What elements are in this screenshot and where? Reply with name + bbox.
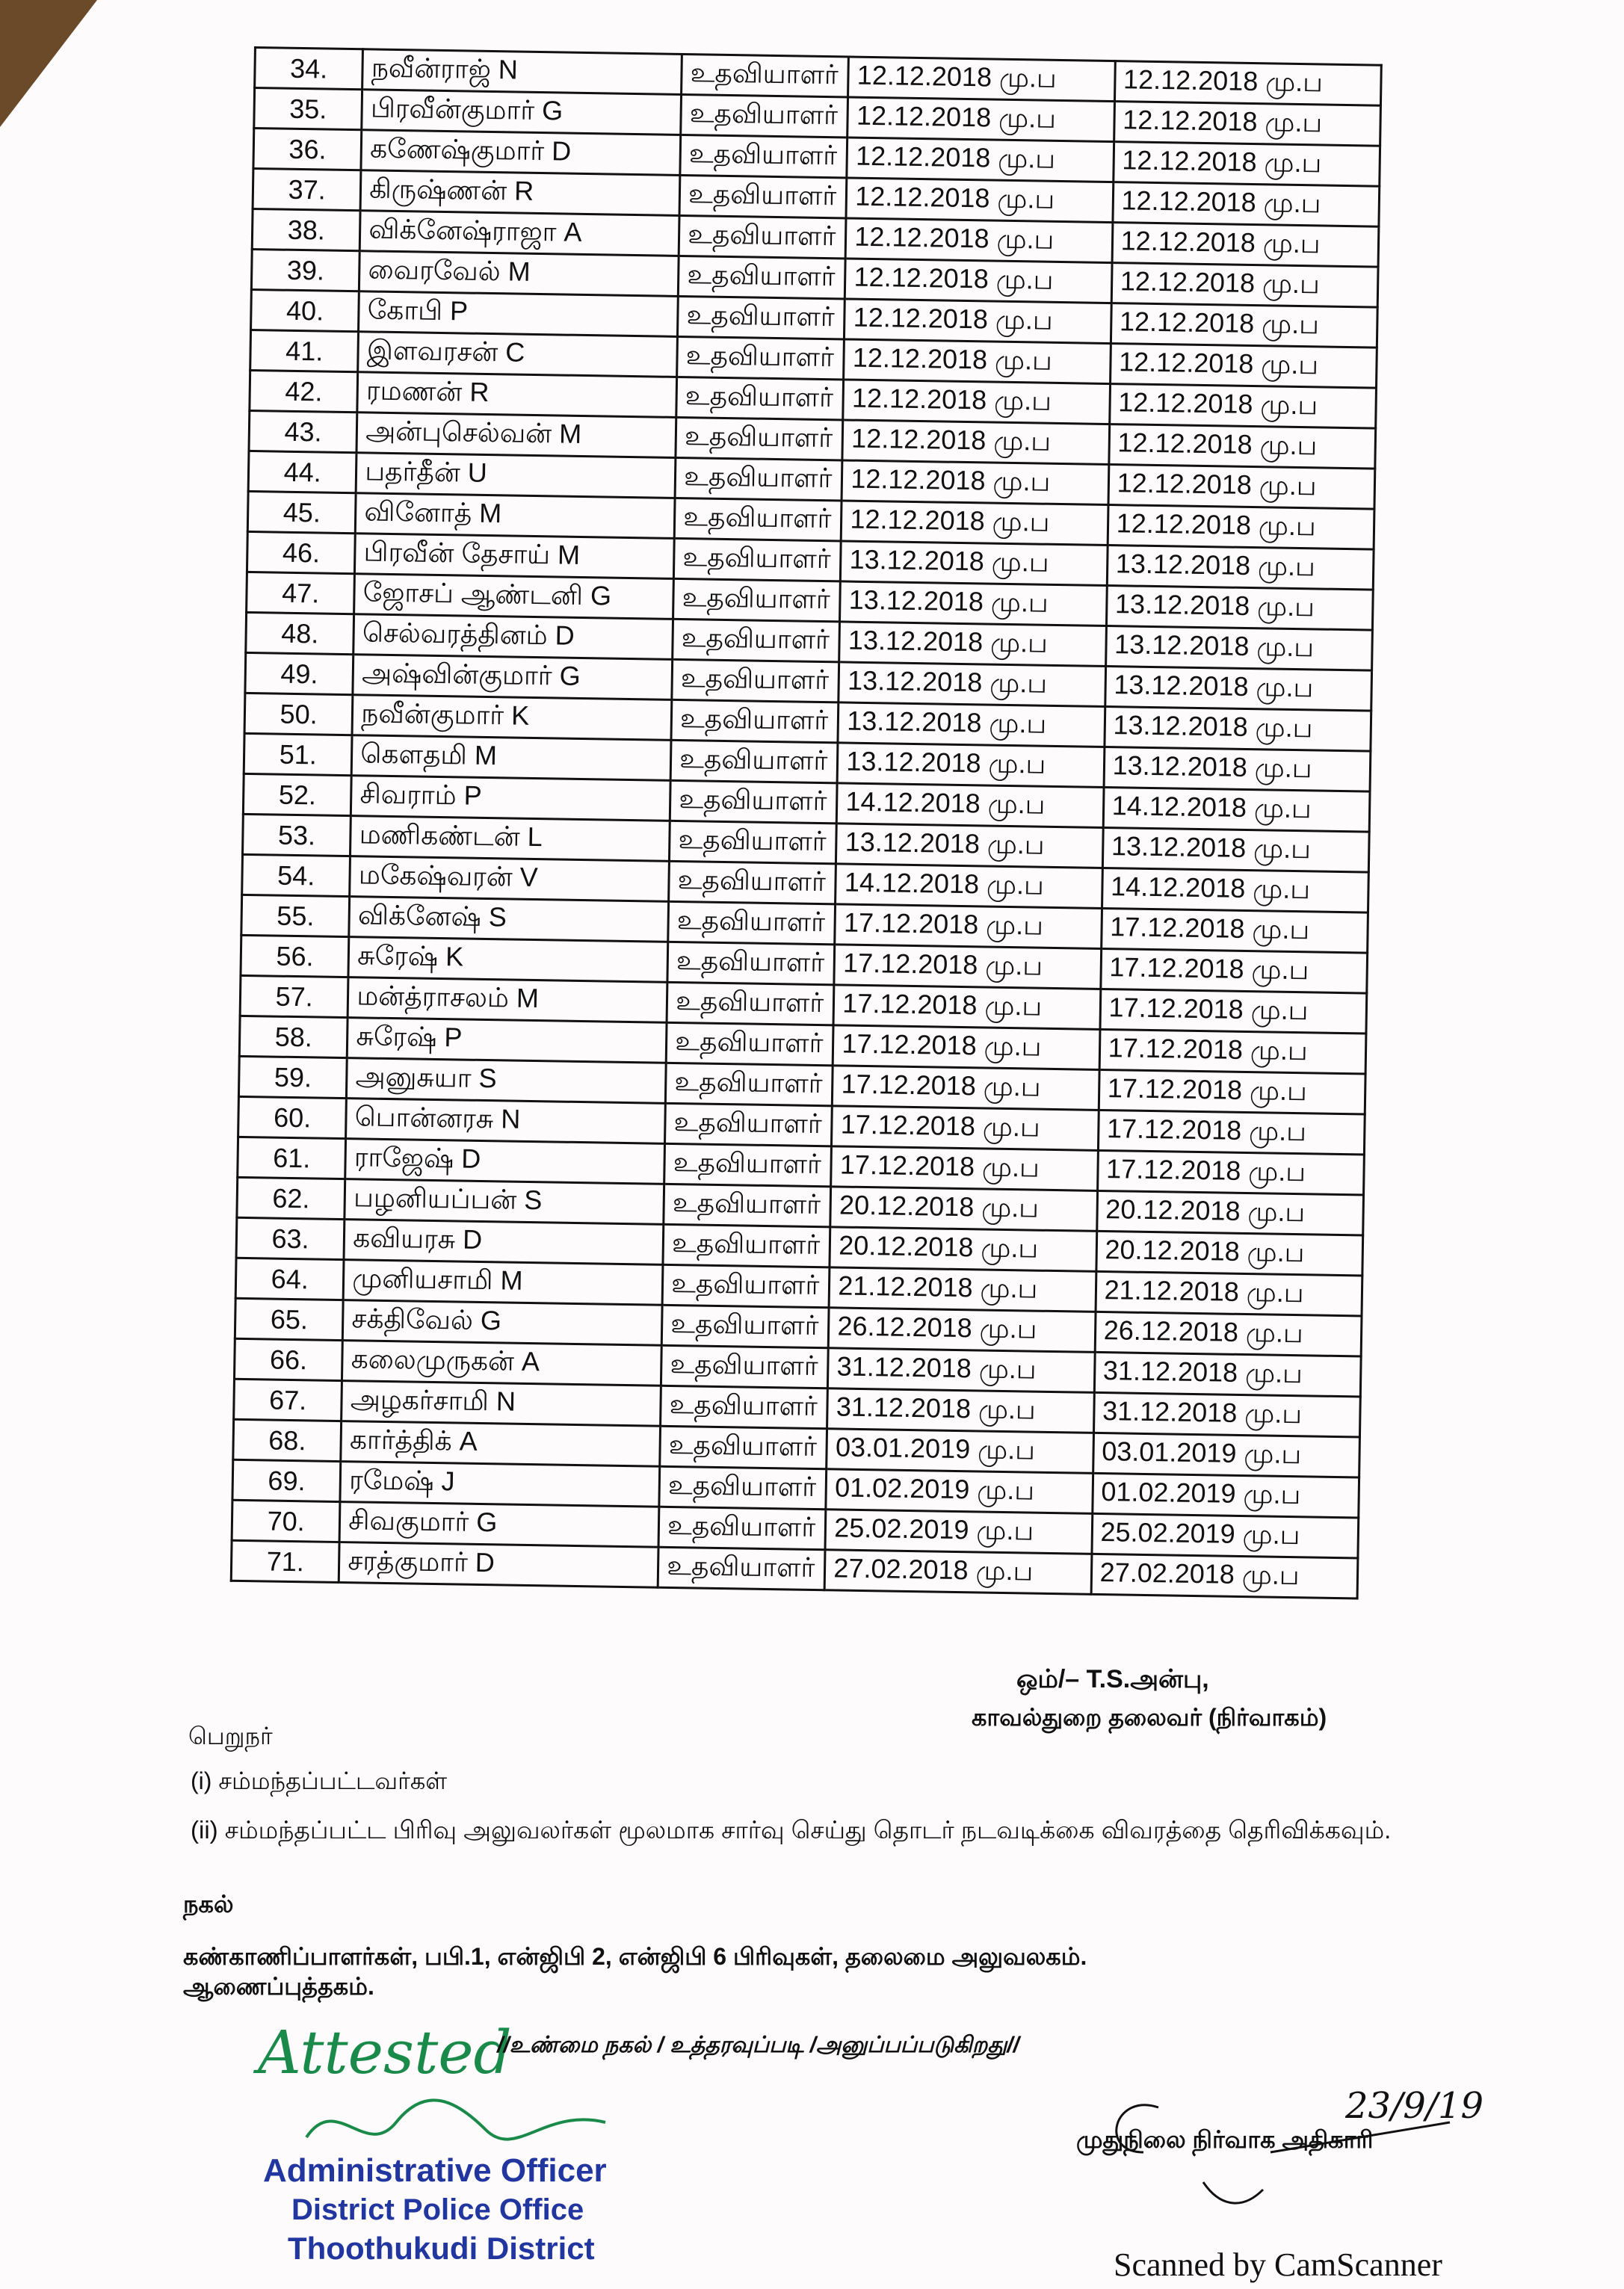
employee-name: கௌதமி M xyxy=(352,735,672,781)
joining-date: 17.12.2018 மு.ப xyxy=(833,1066,1099,1110)
employee-name: மன்த்ராசலம் M xyxy=(348,977,667,1023)
designation: உதவியாளர் xyxy=(659,1466,827,1509)
joining-date: 12.12.2018 மு.ப xyxy=(845,259,1112,303)
relieving-date: 03.01.2019 மு.ப xyxy=(1093,1433,1359,1477)
joining-date: 31.12.2018 மு.ப xyxy=(828,1348,1095,1393)
designation: உதவியாளர் xyxy=(675,457,842,500)
staff-table xyxy=(230,46,1383,1599)
employee-name: சுரேஷ் P xyxy=(348,1018,667,1063)
row-number: 48. xyxy=(246,612,354,654)
joining-date: 21.12.2018 மு.ப xyxy=(829,1267,1096,1312)
relieving-date: 20.12.2018 மு.ப xyxy=(1096,1190,1363,1235)
designation: உதவியாளர் xyxy=(658,1547,825,1590)
relieving-date: 13.12.2018 மு.ப xyxy=(1105,666,1371,711)
joining-date: 12.12.2018 மு.ப xyxy=(842,420,1109,465)
row-number: 50. xyxy=(244,693,353,735)
stamp-line: District Police Office xyxy=(291,2193,584,2226)
relieving-date: 12.12.2018 மு.ப xyxy=(1111,303,1377,348)
designation: உதவியாளர் xyxy=(669,861,836,903)
employee-name: சக்திவேல் G xyxy=(343,1300,663,1346)
joining-date: 17.12.2018 மு.ப xyxy=(834,945,1101,989)
designation: உதவியாளர் xyxy=(664,1143,832,1186)
relieving-date: 01.02.2019 மு.ப xyxy=(1092,1473,1359,1518)
recipient-item: (ii) சம்மந்தப்பட்ட பிரிவு அலுவலர்கள் மூலமாக சார்வு செய்து தொடர் நடவடிக்கை விவரத்தை தெரிவிக்கவும். xyxy=(191,1816,1392,1844)
employee-name: நவீன்ராஜ் N xyxy=(362,49,682,95)
employee-name: சிவகுமார் G xyxy=(339,1502,659,1548)
joining-date: 17.12.2018 மு.ப xyxy=(833,985,1100,1030)
relieving-date: 12.12.2018 மு.ப xyxy=(1108,465,1375,510)
employee-name: மகேஷ்வரன் V xyxy=(350,856,670,902)
relieving-date: 17.12.2018 மு.ப xyxy=(1099,1069,1365,1114)
row-number: 35. xyxy=(254,88,362,130)
row-number: 58. xyxy=(239,1016,348,1057)
attested-handwriting: Attested xyxy=(258,2018,512,2087)
row-number: 54. xyxy=(242,854,351,896)
designation: உதவியாளர் xyxy=(662,1264,830,1307)
row-number: 51. xyxy=(244,733,352,775)
relieving-date: 12.12.2018 மு.ப xyxy=(1108,505,1374,550)
joining-date: 03.01.2019 மு.ப xyxy=(827,1429,1093,1474)
joining-date: 12.12.2018 மு.ப xyxy=(845,299,1111,344)
relieving-date: 17.12.2018 மு.ப xyxy=(1100,948,1367,993)
row-number: 66. xyxy=(234,1338,342,1380)
employee-name: முனியசாமி M xyxy=(343,1260,663,1306)
employee-name: இளவரசன் C xyxy=(358,332,678,377)
designation: உதவியாளர் xyxy=(673,578,841,621)
employee-name: நவீன்குமார் K xyxy=(352,695,672,741)
employee-name: சிவராம் P xyxy=(351,776,671,821)
employee-name: ரமணன் R xyxy=(357,372,677,418)
designation: உதவியாளர் xyxy=(664,1184,831,1226)
designation: உதவியாளர் xyxy=(674,538,842,581)
employee-name: விக்னேஷ் S xyxy=(349,897,669,942)
stamp-line: Administrative Officer xyxy=(263,2152,607,2189)
officer-title: முதுநிலை நிர்வாக அதிகாரி xyxy=(1076,2126,1374,2153)
relieving-date: 17.12.2018 மு.ப xyxy=(1100,989,1367,1034)
relieving-date: 12.12.2018 மு.ப xyxy=(1114,102,1380,146)
row-number: 56. xyxy=(241,935,349,977)
joining-date: 12.12.2018 மு.ப xyxy=(843,380,1110,424)
employee-name: ரமேஷ் J xyxy=(340,1462,660,1507)
joining-date: 01.02.2019 மு.ப xyxy=(826,1469,1093,1514)
employee-name: கிருஷ்ணன் R xyxy=(360,170,680,216)
employee-name: கவியரசு D xyxy=(344,1220,664,1265)
designation: உதவியாளர் xyxy=(666,1022,833,1065)
row-number: 57. xyxy=(240,975,348,1017)
designation: உதவியாளர் xyxy=(676,377,844,419)
row-number: 55. xyxy=(241,895,350,936)
designation: உதவியாளர் xyxy=(681,94,848,137)
relieving-date: 21.12.2018 மு.ப xyxy=(1096,1271,1362,1316)
row-number: 62. xyxy=(237,1177,345,1219)
joining-date: 12.12.2018 மு.ப xyxy=(847,138,1114,182)
employee-name: கோபி P xyxy=(359,291,679,337)
designation: உதவியாளர் xyxy=(667,982,834,1025)
relieving-date: 13.12.2018 மு.ப xyxy=(1102,827,1369,872)
designation: உதவியாளர் xyxy=(661,1386,828,1428)
designation: உதவியாளர் xyxy=(666,1063,833,1105)
designation: உதவியாளர் xyxy=(668,901,836,944)
signed-date: 23/9/19 xyxy=(1345,2085,1484,2127)
employee-name: சரத்குமார் D xyxy=(339,1542,659,1588)
relieving-date: 12.12.2018 மு.ப xyxy=(1111,263,1378,308)
relieving-date: 14.12.2018 மு.ப xyxy=(1102,868,1368,912)
joining-date: 13.12.2018 மு.ப xyxy=(836,824,1103,868)
true-copy-note: //உண்மை நகல் / உத்தரவுப்படி /அனுப்பப்படுகிறது// xyxy=(497,2033,1019,2057)
relieving-date: 17.12.2018 மு.ப xyxy=(1099,1029,1366,1074)
designation: உதவியாளர் xyxy=(661,1345,829,1388)
row-number: 71. xyxy=(231,1540,339,1582)
employee-name: கார்த்திக் A xyxy=(341,1421,661,1467)
relieving-date: 17.12.2018 மு.ப xyxy=(1097,1150,1364,1195)
employee-name: சுரேஷ் K xyxy=(348,937,668,983)
joining-date: 17.12.2018 மு.ப xyxy=(831,1146,1098,1191)
joining-date: 13.12.2018 மு.ப xyxy=(841,541,1108,586)
row-number: 34. xyxy=(255,48,363,90)
employee-name: கணேஷ்குமார் D xyxy=(361,130,681,176)
joining-date: 13.12.2018 மு.ப xyxy=(840,581,1107,626)
row-number: 47. xyxy=(247,572,355,614)
joining-date: 26.12.2018 மு.ப xyxy=(829,1308,1096,1353)
employee-name: கலைமுருகன் A xyxy=(342,1341,662,1386)
joining-date: 20.12.2018 மு.ப xyxy=(830,1227,1096,1272)
designation: உதவியாளர் xyxy=(670,740,838,782)
designation: உதவியாளர் xyxy=(665,1103,833,1146)
row-number: 59. xyxy=(238,1056,347,1098)
relieving-date: 17.12.2018 மு.ப xyxy=(1098,1110,1365,1155)
joining-date: 25.02.2019 மு.ப xyxy=(825,1510,1092,1554)
row-number: 53. xyxy=(243,814,351,856)
row-number: 68. xyxy=(233,1419,342,1461)
designation: உதவியாளர் xyxy=(662,1305,830,1347)
relieving-date: 13.12.2018 மு.ப xyxy=(1104,747,1371,791)
joining-date: 14.12.2018 மு.ப xyxy=(837,783,1104,828)
designation: உதவியாளர் xyxy=(674,498,842,540)
employee-name: பதர்தீன் U xyxy=(356,453,676,498)
row-number: 67. xyxy=(234,1379,342,1421)
relieving-date: 13.12.2018 மு.ப xyxy=(1107,546,1374,590)
joining-date: 17.12.2018 மு.ப xyxy=(835,904,1102,949)
employee-name: மணிகண்டன் L xyxy=(351,816,670,862)
employee-name: அழகர்சாமி N xyxy=(342,1381,661,1427)
relieving-date: 12.12.2018 மு.ப xyxy=(1110,344,1377,389)
relieving-date: 26.12.2018 மு.ப xyxy=(1095,1312,1362,1356)
row-number: 69. xyxy=(232,1459,341,1501)
row-number: 52. xyxy=(243,773,351,815)
relieving-date: 12.12.2018 மு.ப xyxy=(1113,182,1380,227)
relieving-date: 12.12.2018 மு.ப xyxy=(1113,142,1380,187)
employee-name: விக்னேஷ்ராஜா A xyxy=(360,211,680,256)
designation: உதவியாளர் xyxy=(678,296,845,339)
designation: உதவியாளர் xyxy=(670,780,838,823)
row-number: 41. xyxy=(250,330,359,371)
copy-line: கண்காணிப்பாளர்கள், பபி.1, என்ஜிபி 2, என்ஜிபி 6 பிரிவுகள், தலைமை அலுவலகம். xyxy=(183,1943,1087,1970)
row-number: 37. xyxy=(253,169,361,211)
joining-date: 13.12.2018 மு.ப xyxy=(839,662,1105,707)
copy-heading: நகல் xyxy=(183,1891,234,1918)
employee-name: பொன்னரசு N xyxy=(346,1099,666,1144)
row-number: 65. xyxy=(235,1298,343,1340)
relieving-date: 31.12.2018 மு.ப xyxy=(1094,1352,1361,1397)
row-number: 36. xyxy=(253,129,362,170)
employee-name: அனுசுயா S xyxy=(347,1058,667,1104)
relieving-date: 17.12.2018 மு.ப xyxy=(1101,908,1368,953)
row-number: 38. xyxy=(252,208,360,250)
joining-date: 12.12.2018 மு.ப xyxy=(842,460,1108,505)
employee-name: பிரவீன் தேசாய் M xyxy=(355,534,675,579)
designation: உதவியாளர் xyxy=(679,256,846,298)
row-number: 46. xyxy=(247,531,355,573)
designation: உதவியாளர் xyxy=(676,417,843,460)
row-number: 45. xyxy=(247,491,356,533)
copy-line: ஆணைப்புத்தகம். xyxy=(183,1973,374,2000)
employee-name: வினோத் M xyxy=(356,493,676,539)
joining-date: 13.12.2018 மு.ப xyxy=(838,702,1105,747)
designation: உதவியாளர் xyxy=(679,175,847,217)
row-number: 40. xyxy=(251,289,359,331)
row-number: 61. xyxy=(238,1137,346,1179)
relieving-date: 27.02.2018 மு.ப xyxy=(1091,1554,1358,1598)
designation: உதவியாளர் xyxy=(663,1224,830,1267)
signatory-title: காவல்துறை தலைவர் (நிர்வாகம்) xyxy=(972,1704,1327,1731)
relieving-date: 14.12.2018 மு.ப xyxy=(1103,787,1370,832)
joining-date: 13.12.2018 மு.ப xyxy=(839,622,1106,667)
joining-date: 27.02.2018 மு.ப xyxy=(825,1550,1092,1595)
row-number: 43. xyxy=(249,410,357,452)
recipient-item: (i) சம்மந்தப்பட்டவர்கள் xyxy=(191,1767,448,1794)
row-number: 60. xyxy=(238,1096,347,1138)
designation: உதவியாளர் xyxy=(658,1507,826,1549)
recipients-heading: பெறுநர் xyxy=(188,1723,273,1749)
stamp-line: Thoothukudi District xyxy=(288,2231,595,2266)
employee-name: செல்வரத்தினம் D xyxy=(353,614,673,660)
employee-name: வைரவேல் M xyxy=(359,251,679,297)
relieving-date: 13.12.2018 மு.ப xyxy=(1105,626,1372,671)
row-number: 42. xyxy=(250,370,358,412)
employee-name: பழனியப்பன் S xyxy=(345,1179,664,1225)
scanner-watermark: Scanned by CamScanner xyxy=(1114,2246,1442,2283)
designation: உதவியாளர் xyxy=(670,821,837,863)
relieving-date: 31.12.2018 மு.ப xyxy=(1093,1392,1360,1437)
relieving-date: 20.12.2018 மு.ப xyxy=(1096,1231,1363,1276)
designation: உதவியாளர் xyxy=(673,619,840,661)
designation: உதவியாளர் xyxy=(667,942,835,984)
joining-date: 12.12.2018 மு.ப xyxy=(842,501,1108,546)
relieving-date: 25.02.2019 மு.ப xyxy=(1092,1513,1359,1558)
scan-corner xyxy=(0,0,97,127)
relieving-date: 12.12.2018 மு.ப xyxy=(1109,424,1376,469)
joining-date: 12.12.2018 மு.ப xyxy=(848,57,1115,102)
joining-date: 17.12.2018 மு.ப xyxy=(833,1025,1100,1070)
row-number: 49. xyxy=(245,652,353,694)
joining-date: 31.12.2018 மு.ப xyxy=(827,1388,1094,1433)
employee-name: அஷ்வின்குமார் G xyxy=(353,655,673,700)
designation: உதவியாளர் xyxy=(672,659,839,702)
row-number: 70. xyxy=(232,1500,340,1542)
designation: உதவியாளர் xyxy=(679,215,846,258)
relieving-date: 12.12.2018 மு.ப xyxy=(1112,223,1379,268)
joining-date: 17.12.2018 மு.ப xyxy=(832,1106,1099,1151)
joining-date: 13.12.2018 மு.ப xyxy=(837,743,1104,788)
employee-name: ராஜேஷ் D xyxy=(345,1139,665,1184)
employee-name: அன்புசெல்வன் M xyxy=(356,413,676,458)
employee-name: ஜோசப் ஆண்டனி G xyxy=(354,574,674,620)
row-number: 44. xyxy=(248,451,356,492)
joining-date: 20.12.2018 மு.ப xyxy=(830,1187,1097,1232)
joining-date: 14.12.2018 மு.ப xyxy=(836,864,1102,909)
relieving-date: 12.12.2018 மு.ப xyxy=(1114,61,1381,106)
joining-date: 12.12.2018 மு.ப xyxy=(846,178,1113,223)
row-number: 39. xyxy=(251,249,359,291)
designation: உதவியாளர் xyxy=(680,135,847,177)
relieving-date: 12.12.2018 மு.ப xyxy=(1109,384,1376,429)
employee-name: பிரவீன்குமார் G xyxy=(362,90,682,135)
designation: உதவியாளர் xyxy=(671,699,839,742)
designation: உதவியாளர் xyxy=(677,336,845,379)
signatory-name: ஒம்/– T.S.அன்பு, xyxy=(1016,1665,1209,1693)
designation: உதவியாளர் xyxy=(660,1426,827,1468)
relieving-date: 13.12.2018 மு.ப xyxy=(1106,586,1373,631)
joining-date: 12.12.2018 மு.ப xyxy=(844,339,1111,384)
row-number: 63. xyxy=(236,1217,345,1259)
designation: உதவியாளர் xyxy=(682,54,849,96)
joining-date: 12.12.2018 மு.ப xyxy=(846,218,1113,263)
row-number: 64. xyxy=(235,1258,344,1300)
joining-date: 12.12.2018 மு.ப xyxy=(847,97,1114,142)
relieving-date: 13.12.2018 மு.ப xyxy=(1105,706,1371,751)
